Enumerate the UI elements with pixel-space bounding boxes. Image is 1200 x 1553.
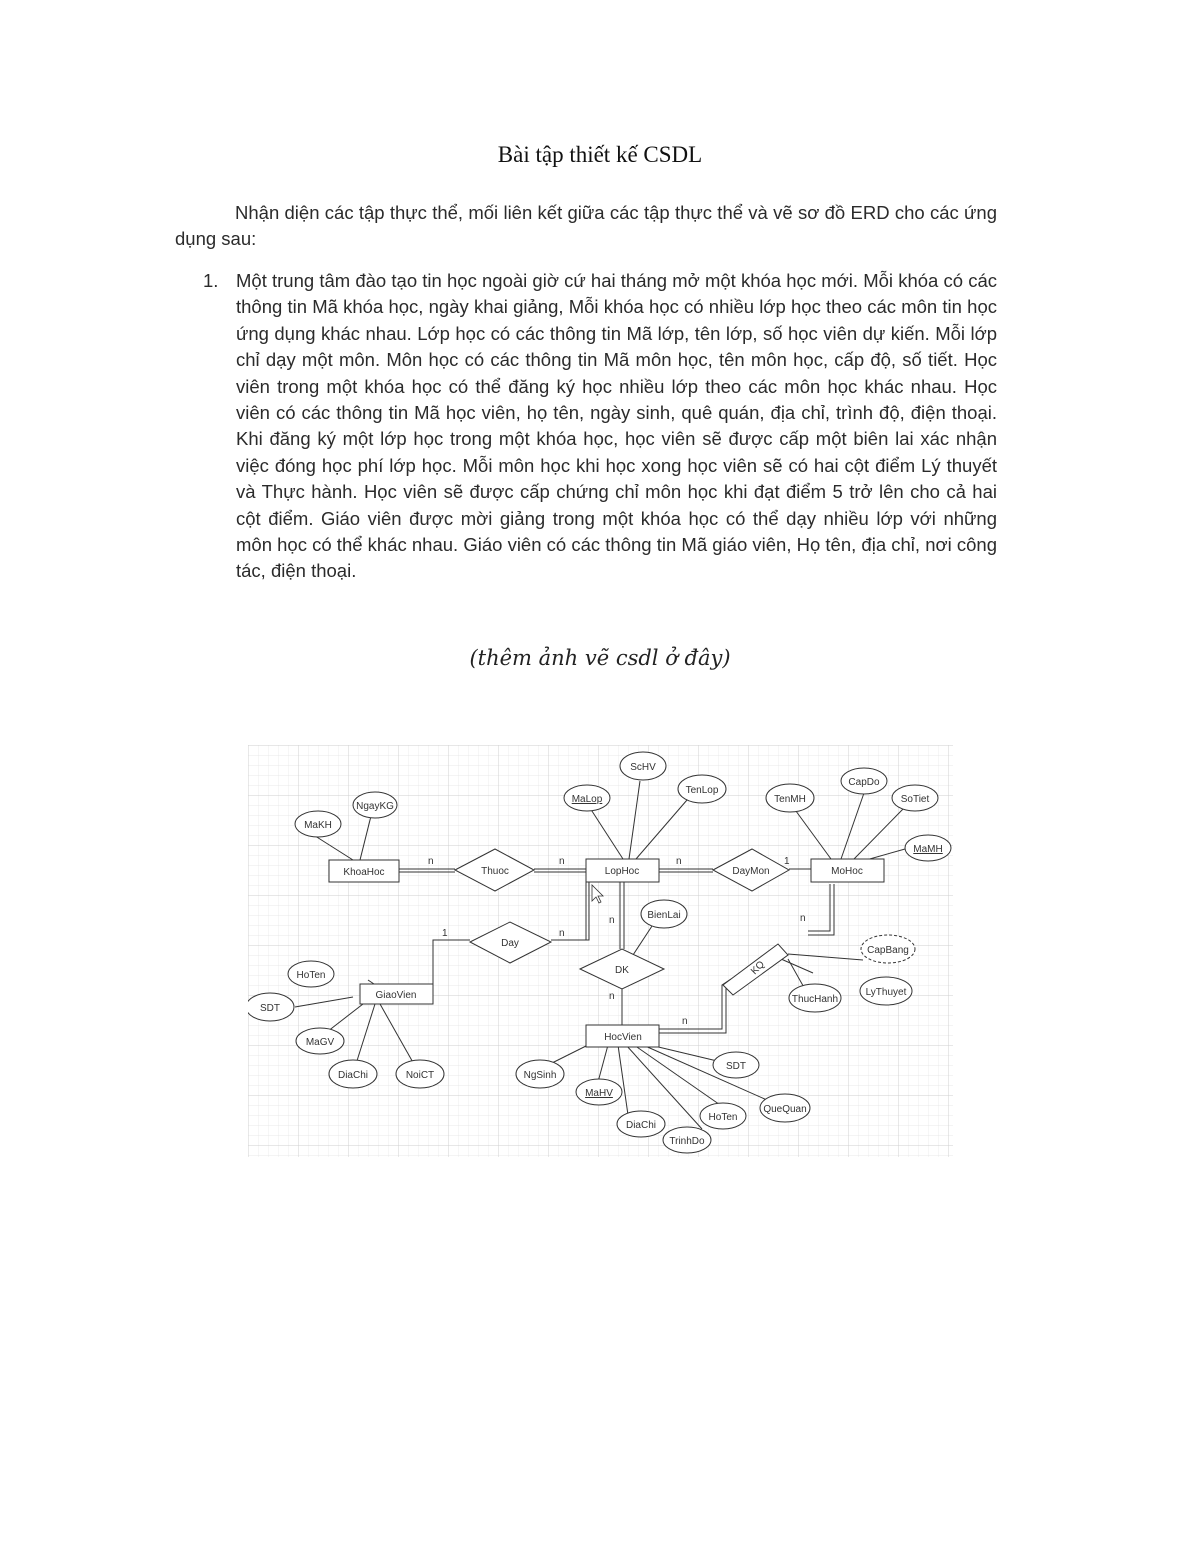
attribute-noict: NoiCT — [405, 1070, 435, 1081]
entity-monhoc: MoHoc — [831, 866, 863, 877]
list-item-number: 1. — [203, 270, 219, 291]
relationship-day: Day — [501, 938, 519, 949]
cardinality-label: n — [559, 856, 565, 867]
cardinality-label: 1 — [784, 856, 790, 867]
relationship-daymon: DayMon — [732, 866, 770, 877]
attribute-thuchanh: ThucHanh — [791, 994, 839, 1005]
relationship-kq: KQ — [749, 959, 768, 978]
relationship-dk: DK — [615, 965, 629, 976]
attribute-makh: MaKH — [304, 820, 332, 831]
attribute-sotiet: SoTiet — [900, 794, 930, 805]
cardinality-label: n — [676, 856, 682, 867]
cardinality-label: n — [609, 991, 615, 1002]
relationship-thuoc: Thuoc — [481, 866, 509, 877]
attribute-capdo: CapDo — [848, 777, 880, 788]
attribute-mahv: MaHV — [585, 1088, 613, 1099]
attribute-hv-sdt: SDT — [726, 1061, 746, 1072]
cardinality-label: n — [609, 915, 615, 926]
cardinality-label: n — [800, 913, 806, 924]
attribute-mamh: MaMH — [913, 844, 943, 855]
attribute-capbang: CapBang — [867, 945, 909, 956]
attribute-tenmh: TenMH — [774, 794, 806, 805]
erd-diagram — [248, 745, 953, 1157]
attribute-trinhdo: TrinhDo — [669, 1136, 705, 1147]
cardinality-label: 1 — [442, 928, 448, 939]
attribute-gv-hoten: HoTen — [296, 970, 326, 981]
entity-hocvien: HocVien — [604, 1032, 642, 1043]
list-item-text: Một trung tâm đào tạo tin học ngoài giờ cứ hai tháng mở một khóa học mới. Mỗi khóa có các thông tin Mã khóa học, ngày khai giảng, Mỗi khóa học có nhiều lớp học theo các môn tin học ứng dụng khác nhau. Lớp học có các thông tin Mã lớp, tên lớp, số học viên dự kiến. Mỗi lớp chỉ dạy một môn. Môn học có các thông tin Mã môn học, tên môn học, cấp độ, số tiết. Học viên trong một khóa học có thể đăng ký học nhiều lớp theo các môn học khác nhau. Học viên có các thông tin Mã học viên, họ tên, ngày sinh, quê quán, địa chỉ, trình độ, điện thoại. Khi đăng ký một lớp học trong một khóa học, học viên sẽ được cấp một biên lai xác nhận việc đóng học phí lớp học. Mỗi môn học khi học xong học viên sẽ có hai cột điểm Lý thuyết và Thực hành. Học viên sẽ được cấp chứng chỉ môn học khi đạt điểm 5 trở lên cho cả hai cột điểm. Giáo viên được mời giảng trong một khóa học có thể dạy nhiều lớp với những môn học có thể khác nhau. Giáo viên có các thông tin Mã giáo viên, Họ tên, địa chỉ, nơi công tác, điện thoại. — [236, 270, 997, 582]
intro-paragraph: Nhận diện các tập thực thể, mối liên kết giữa các tập thực thể và vẽ sơ đồ ERD cho các ứng dụng sau: — [175, 202, 997, 249]
attribute-quequan: QueQuan — [763, 1104, 807, 1115]
cardinality-label: n — [682, 1016, 688, 1027]
attribute-gv-sdt: SDT — [260, 1003, 280, 1014]
attribute-ngsinh: NgSinh — [523, 1070, 557, 1081]
attribute-gv-diachi: DiaChi — [337, 1070, 369, 1081]
attribute-malop: MaLop — [571, 794, 603, 805]
attribute-lythuyet: LyThuyet — [865, 987, 907, 998]
cardinality-label: n — [559, 928, 565, 939]
entity-khoahoc: KhoaHoc — [343, 867, 385, 878]
entity-lophoc: LopHoc — [604, 866, 640, 877]
attribute-tenlop: TenLop — [685, 785, 719, 796]
image-caption: (thêm ảnh vẽ csdl ở đây) — [469, 646, 731, 670]
cardinality-label: n — [428, 856, 434, 867]
attribute-ngaykg: NgayKG — [356, 801, 394, 812]
attribute-bienlai: BienLai — [647, 910, 681, 921]
attribute-hv-hoten: HoTen — [708, 1112, 738, 1123]
attribute-hv-diachi: DiaChi — [625, 1120, 657, 1131]
document-title: Bài tập thiết kế CSDL — [497, 142, 703, 167]
attribute-magv: MaGV — [305, 1037, 335, 1048]
attribute-schv: ScHV — [630, 762, 656, 773]
entity-giaovien: GiaoVien — [375, 990, 417, 1001]
